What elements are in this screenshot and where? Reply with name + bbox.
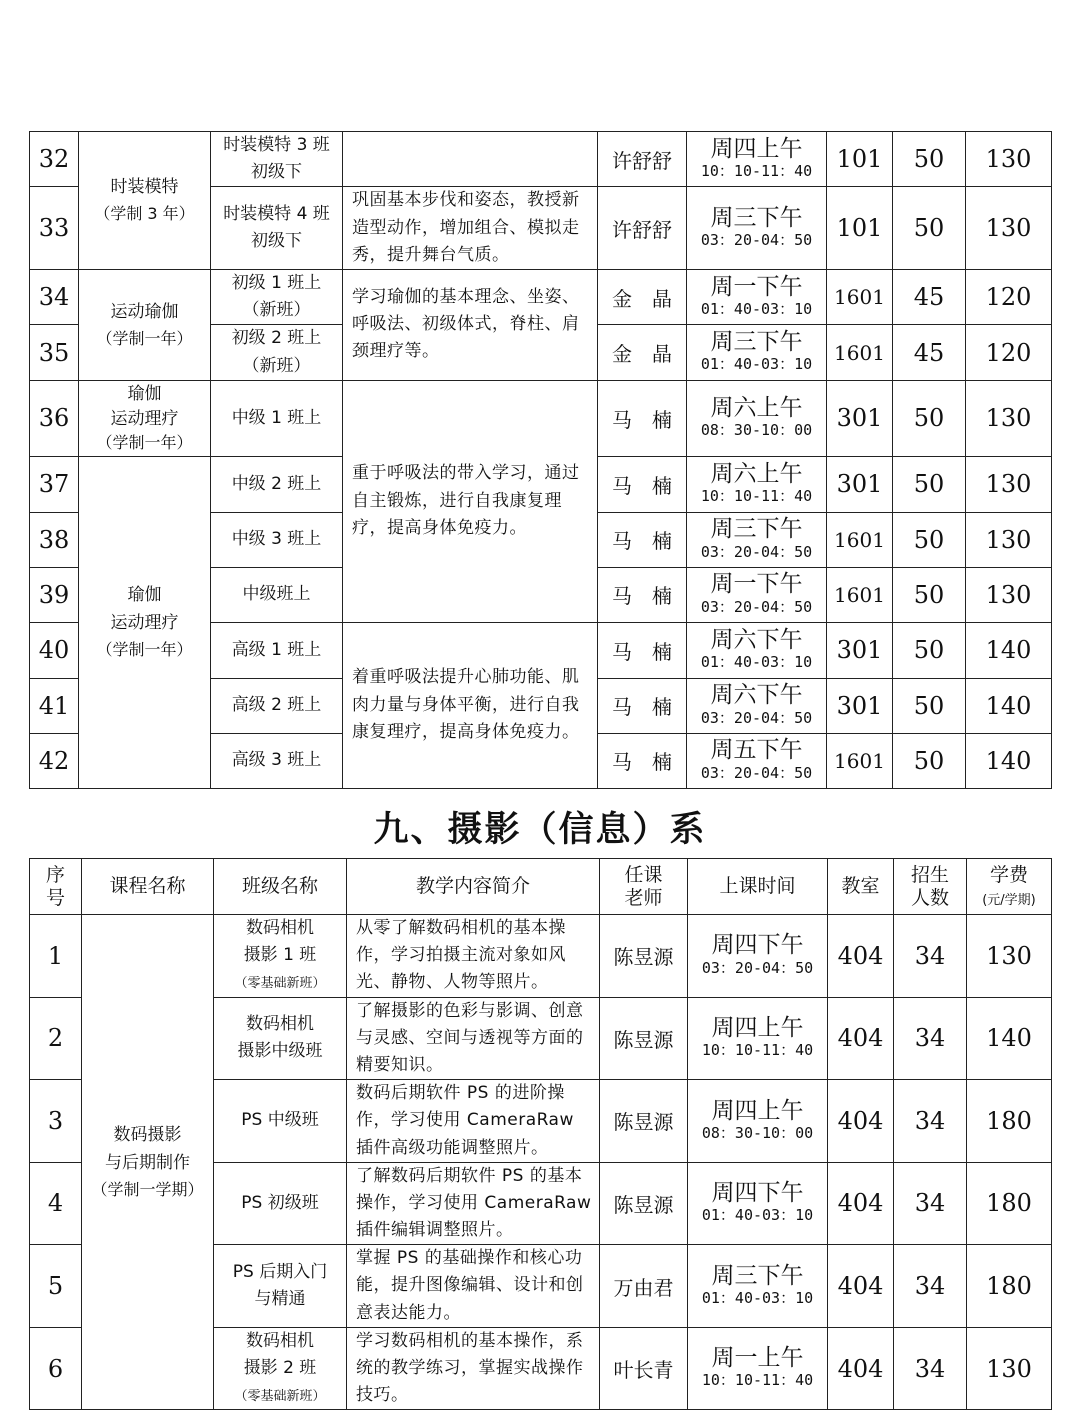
class-time: 周一上午 10：10-11：40 <box>688 1327 828 1410</box>
table-row <box>30 380 1052 456</box>
class-name: 时装模特 3 班 初级下 <box>211 132 343 187</box>
class-time: 周四上午 10：10-11：40 <box>688 997 828 1080</box>
classroom: 1601 <box>827 512 893 567</box>
course-name: 数码摄影 与后期制作 （学制一学期） <box>82 915 214 1410</box>
course-description: 学习数码相机的基本操作，系统的教学练习，掌握实战操作技巧。 <box>347 1327 600 1410</box>
capacity: 45 <box>893 269 966 324</box>
fee: 120 <box>966 325 1052 380</box>
class-name: PS 中级班 <box>214 1080 347 1163</box>
row-number: 6 <box>30 1327 82 1410</box>
section-title: 九、摄影（信息）系 <box>373 809 707 850</box>
table-row <box>30 132 1052 187</box>
fee: 140 <box>966 622 1052 678</box>
table-row <box>30 269 1052 324</box>
table-row <box>30 915 1052 998</box>
header-fee: 学费 (元/学期) <box>967 859 1052 915</box>
classroom: 301 <box>827 622 893 678</box>
class-name: 数码相机 摄影 2 班 （零基础新班） <box>214 1327 347 1410</box>
capacity: 50 <box>893 567 966 622</box>
teacher: 马 楠 <box>598 380 687 456</box>
class-name: PS 后期入门 与精通 <box>214 1245 347 1328</box>
classroom: 404 <box>828 1245 894 1328</box>
row-number: 41 <box>30 678 79 733</box>
class-time: 周三下午 01：40-03：10 <box>688 1245 828 1328</box>
header-teacher: 任课 老师 <box>600 859 688 915</box>
teacher: 许舒舒 <box>598 187 687 270</box>
header-course: 课程名称 <box>82 859 214 915</box>
class-name: 时装模特 4 班 初级下 <box>211 187 343 270</box>
fee: 130 <box>967 1327 1052 1410</box>
classroom: 404 <box>828 915 894 998</box>
class-time: 周三下午 03：20-04：50 <box>687 512 827 567</box>
classroom: 1601 <box>827 325 893 380</box>
class-name: 中级 3 班上 <box>211 512 343 567</box>
capacity: 45 <box>893 325 966 380</box>
course-table-photography <box>29 858 1052 1410</box>
capacity: 34 <box>894 1245 967 1328</box>
table-header-row <box>30 859 1052 915</box>
teacher: 马 楠 <box>598 622 687 678</box>
row-number: 33 <box>30 187 79 270</box>
class-time: 周三下午 03：20-04：50 <box>687 187 827 270</box>
fee: 120 <box>966 269 1052 324</box>
row-number: 32 <box>30 132 79 187</box>
capacity: 50 <box>893 678 966 733</box>
header-capacity: 招生 人数 <box>894 859 967 915</box>
row-number: 4 <box>30 1162 82 1245</box>
class-name: PS 初级班 <box>214 1162 347 1245</box>
teacher: 马 楠 <box>598 512 687 567</box>
teacher: 金 晶 <box>598 325 687 380</box>
classroom: 101 <box>827 187 893 270</box>
class-time: 周一下午 03：20-04：50 <box>687 567 827 622</box>
header-time: 上课时间 <box>688 859 828 915</box>
course-description: 学习瑜伽的基本理念、坐姿、呼吸法、初级体式，脊柱、肩颈理疗等。 <box>343 269 598 380</box>
classroom: 404 <box>828 1080 894 1163</box>
class-time: 周一下午 01：40-03：10 <box>687 269 827 324</box>
class-time: 周六下午 01：40-03：10 <box>687 622 827 678</box>
capacity: 34 <box>894 1162 967 1245</box>
class-time: 周五下午 03：20-04：50 <box>687 733 827 788</box>
fee: 140 <box>967 997 1052 1080</box>
teacher: 陈昱源 <box>600 1080 688 1163</box>
capacity: 50 <box>893 132 966 187</box>
course-description: 从零了解数码相机的基本操作，学习拍摄主流对象如风光、静物、人物等照片。 <box>347 915 600 998</box>
row-number: 1 <box>30 915 82 998</box>
course-description: 着重呼吸法提升心肺功能、肌肉力量与身体平衡，进行自我康复理疗，提高身体免疫力。 <box>343 622 598 788</box>
class-name: 高级 2 班上 <box>211 678 343 733</box>
row-number: 42 <box>30 733 79 788</box>
capacity: 34 <box>894 1327 967 1410</box>
class-time: 周四下午 03：20-04：50 <box>688 915 828 998</box>
class-name: 中级 1 班上 <box>211 380 343 456</box>
row-number: 35 <box>30 325 79 380</box>
classroom: 404 <box>828 1327 894 1410</box>
teacher: 许舒舒 <box>598 132 687 187</box>
course-description: 巩固基本步伐和姿态，教授新造型动作，增加组合、模拟走秀，提升舞台气质。 <box>343 187 598 270</box>
teacher: 马 楠 <box>598 678 687 733</box>
capacity: 50 <box>893 733 966 788</box>
course-description: 数码后期软件 PS 的进阶操作，学习使用 CameraRaw 插件高级功能调整照片。 <box>347 1080 600 1163</box>
class-time: 周六上午 10：10-11：40 <box>687 456 827 512</box>
course-table-upper <box>29 131 1052 789</box>
course-name: 时装模特 （学制 3 年） <box>79 132 211 270</box>
fee: 180 <box>967 1245 1052 1328</box>
classroom: 1601 <box>827 733 893 788</box>
class-name: 数码相机 摄影中级班 <box>214 997 347 1080</box>
class-name: 高级 3 班上 <box>211 733 343 788</box>
teacher: 陈昱源 <box>600 915 688 998</box>
teacher: 马 楠 <box>598 733 687 788</box>
capacity: 50 <box>893 456 966 512</box>
class-time: 周四下午 01：40-03：10 <box>688 1162 828 1245</box>
class-time: 周四上午 08：30-10：00 <box>688 1080 828 1163</box>
classroom: 101 <box>827 132 893 187</box>
course-description: 了解摄影的色彩与影调、创意与灵感、空间与透视等方面的精要知识。 <box>347 997 600 1080</box>
fee: 130 <box>966 456 1052 512</box>
course-name: 瑜伽 运动理疗 （学制一年） <box>79 380 211 456</box>
class-time: 周三下午 01：40-03：10 <box>687 325 827 380</box>
course-description <box>343 132 598 187</box>
fee: 180 <box>967 1162 1052 1245</box>
fee: 130 <box>966 132 1052 187</box>
row-number: 36 <box>30 380 79 456</box>
capacity: 50 <box>893 187 966 270</box>
row-number: 2 <box>30 997 82 1080</box>
row-number: 5 <box>30 1245 82 1328</box>
row-number: 39 <box>30 567 79 622</box>
row-number: 38 <box>30 512 79 567</box>
course-description: 了解数码后期软件 PS 的基本操作，学习使用 CameraRaw 插件编辑调整照片。 <box>347 1162 600 1245</box>
class-time: 周六下午 03：20-04：50 <box>687 678 827 733</box>
fee: 140 <box>966 733 1052 788</box>
capacity: 34 <box>894 1080 967 1163</box>
fee: 130 <box>966 380 1052 456</box>
class-name: 高级 1 班上 <box>211 622 343 678</box>
teacher: 陈昱源 <box>600 1162 688 1245</box>
header-room: 教室 <box>828 859 894 915</box>
teacher: 马 楠 <box>598 567 687 622</box>
class-name: 中级班上 <box>211 567 343 622</box>
class-name: 初级 1 班上 （新班） <box>211 269 343 324</box>
classroom: 301 <box>827 380 893 456</box>
classroom: 404 <box>828 997 894 1080</box>
classroom: 1601 <box>827 567 893 622</box>
classroom: 1601 <box>827 269 893 324</box>
teacher: 金 晶 <box>598 269 687 324</box>
capacity: 50 <box>893 512 966 567</box>
teacher: 叶长青 <box>600 1327 688 1410</box>
fee: 180 <box>967 1080 1052 1163</box>
teacher: 万由君 <box>600 1245 688 1328</box>
fee: 140 <box>966 678 1052 733</box>
fee: 130 <box>966 187 1052 270</box>
capacity: 34 <box>894 915 967 998</box>
classroom: 404 <box>828 1162 894 1245</box>
class-name: 中级 2 班上 <box>211 456 343 512</box>
fee: 130 <box>966 567 1052 622</box>
class-name: 数码相机 摄影 1 班 （零基础新班） <box>214 915 347 998</box>
row-number: 37 <box>30 456 79 512</box>
class-name: 初级 2 班上 （新班） <box>211 325 343 380</box>
capacity: 50 <box>893 380 966 456</box>
row-number: 3 <box>30 1080 82 1163</box>
header-description: 教学内容简介 <box>347 859 600 915</box>
class-time: 周四上午 10：10-11：40 <box>687 132 827 187</box>
fee: 130 <box>966 512 1052 567</box>
row-number: 34 <box>30 269 79 324</box>
class-time: 周六上午 08：30-10：00 <box>687 380 827 456</box>
capacity: 34 <box>894 997 967 1080</box>
header-class: 班级名称 <box>214 859 347 915</box>
row-number: 40 <box>30 622 79 678</box>
course-name: 瑜伽 运动理疗 （学制一年） <box>79 456 211 788</box>
course-description: 重于呼吸法的带入学习，通过自主锻炼，进行自我康复理疗，提高身体免疫力。 <box>343 380 598 622</box>
course-name: 运动瑜伽 （学制一年） <box>79 269 211 380</box>
course-description: 掌握 PS 的基础操作和核心功能，提升图像编辑、设计和创意表达能力。 <box>347 1245 600 1328</box>
classroom: 301 <box>827 456 893 512</box>
teacher: 陈昱源 <box>600 997 688 1080</box>
header-seq: 序 号 <box>30 859 82 915</box>
classroom: 301 <box>827 678 893 733</box>
fee: 130 <box>967 915 1052 998</box>
capacity: 50 <box>893 622 966 678</box>
teacher: 马 楠 <box>598 456 687 512</box>
